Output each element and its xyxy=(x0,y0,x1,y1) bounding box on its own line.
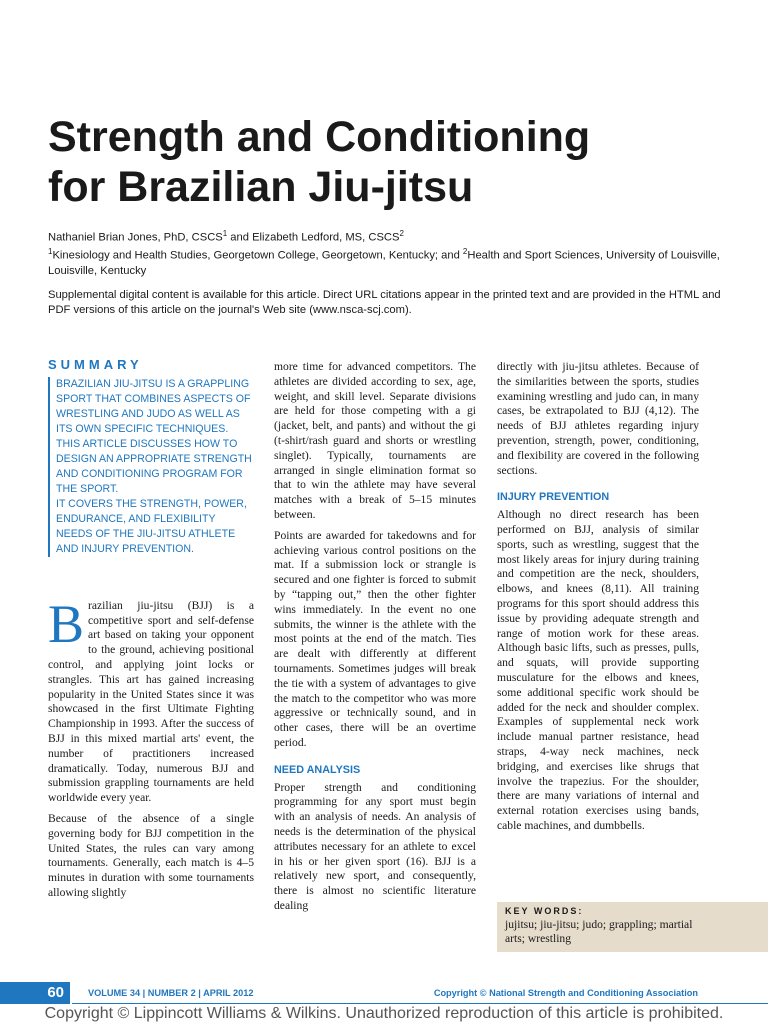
paragraph-divisions: more time for advanced competitors. The athletes are divided according to sex, age, weight, and skill level. Separate divisions are held for those competing with a gi (jacket, belt, and pants) and without the gi (t-shirt/rash guard and shorts or wrestling singlet). Typically, tournaments are arranged in single elimination format so that to win the athlete may have several matches with a break of 5–15 minutes between. xyxy=(274,360,476,521)
intro-paragraph: Brazilian jiu-jitsu (BJJ) is a competitive sport and self-defense art based on taking your opponent to the ground, achieving positional control, and applying joint locks or strangles. This art has gained increasing popularity in the United States since it was showcased in the first Ultimate Fighting Championship in 1993. After the success of BJJ in this mixed martial arts' event, the number of practitioners increased dramatically. Today, numerous BJJ and submission grappling tournaments are held worldwide every year. xyxy=(48,593,254,805)
summary-text-1: BRAZILIAN JIU-JITSU IS A GRAPPLING SPORT THAT COMBINES ASPECTS OF WRESTLING AND JUDO AS WELL AS ITS OWN SPECIFIC TECHNIQUES. THIS ARTICLE DISCUSSES HOW TO DESIGN AN APPROPRIATE STRENGTH AND CONDITIONING PROGRAM FOR THE SPORT. xyxy=(56,377,252,495)
drop-cap: B xyxy=(48,593,85,654)
section-heading-injury-prevention: INJURY PREVENTION xyxy=(497,491,610,504)
summary-heading: SUMMARY xyxy=(48,357,143,372)
paragraph-need-analysis: Proper strength and conditioning programming for any sport must begin with an analysis of needs. An analysis of needs is the determination of the physical attributes necessary for an athlete to excel in his or her given sport (16). BJJ is a relatively new sport, and consequently, there is almost no scientific literature dealing xyxy=(274,780,476,912)
paragraph-research: directly with jiu-jitsu athletes. Because of the similarities between the sports, studies examining wrestling and judo can, in many cases, be extrapolated to BJJ (4,12). The needs of BJJ athletes regarding injury prevention, strength, power, conditioning, and flexibility are covered in the following sections. xyxy=(497,360,699,477)
affiliations: $^1$Kinesiology and Health Studies, Georgetown College, Georgetown, Kentucky; and $^2$Health and Sport Sciences, University of Louisville, Louisville, Kentucky xyxy=(48,247,720,277)
copyright-notice: Copyright © Lippincott Williams & Wilkins. Unauthorized reproduction of this article is prohibited. xyxy=(44,1005,724,1022)
author-line: Nathaniel Brian Jones, PhD, CSCS$^1$ and Elizabeth Ledford, MS, CSCS$^2$ xyxy=(48,229,404,244)
keywords-heading: KEY WORDS: xyxy=(505,906,584,916)
summary-box xyxy=(48,377,254,557)
paragraph-injury: Although no direct research has been performed on BJJ, analysis of similar sports, such as wrestling, suggest that the most likely areas for injury during training and competition are the neck, shoulders, elbows, and knees (8,11). All training programs for this sport should address this issue by providing adequate strength and range of motion work for these areas. Although basic lifts, such as presses, pulls, and squats, will provide supporting musculature for the elbows and knees, some additional specific work should be added for the neck and shoulder complex. Examples of supplemental neck work include manual partner resistance, head straps, 4-way neck machines, neck bridging, and exercises like shrugs that involve the trapezius. For the shoulder, there are many variations of internal and external rotation exercises using bands, cable machines, and dumbbells. xyxy=(497,508,699,832)
keywords-text: jujitsu; jiu-jitsu; judo; grappling; martial arts; wrestling xyxy=(505,918,693,945)
title-line-1: Strength and Conditioning xyxy=(48,113,591,161)
column-1 xyxy=(48,358,254,907)
section-heading-need-analysis: NEED ANALYSIS xyxy=(274,763,361,776)
paragraph-rules: Because of the absence of a single governing body for BJJ competition in the United States, the rules can vary among tournaments. Generally, each match is 4–5 minutes in duration with some tournaments allowing slightly xyxy=(48,811,254,899)
title-line-2: for Brazilian Jiu-jitsu xyxy=(48,163,474,211)
paragraph-points: Points are awarded for takedowns and for achieving various control positions on the mat. If a submission lock or strangle is secured and one fighter is forced to submit by “tapping out,” then the other fighter wins immediately. In the event no one submits, the winner is the athlete with the most points at the end of the match. Ties are dealt with differently at different tournaments. Sometimes judges will break the tie with a system of advantages to give the match to the competitor who was more aggressive or technically sound, and in other cases, there will be an overtime period. xyxy=(274,528,476,749)
column-3 xyxy=(497,360,699,840)
article-title xyxy=(48,112,738,212)
issue-info: VOLUME 34 | NUMBER 2 | APRIL 2012 xyxy=(88,988,254,998)
supplemental-note: Supplemental digital content is available for this article. Direct URL citations appear in the printed text and are provided in the HTML and PDF versions of this article on the journal's Web site (www.nsca-scj.com). xyxy=(48,289,721,316)
association-copyright: Copyright © National Strength and Conditioning Association xyxy=(433,988,698,998)
page-number: 60 xyxy=(0,982,70,1004)
keywords-box xyxy=(497,902,768,952)
column-2 xyxy=(274,360,476,920)
summary-text-2: IT COVERS THE STRENGTH, POWER, ENDURANCE, AND FLEXIBILITY NEEDS OF THE JIU-JITSU ATHLETE AND INJURY PREVENTION. xyxy=(56,497,247,555)
